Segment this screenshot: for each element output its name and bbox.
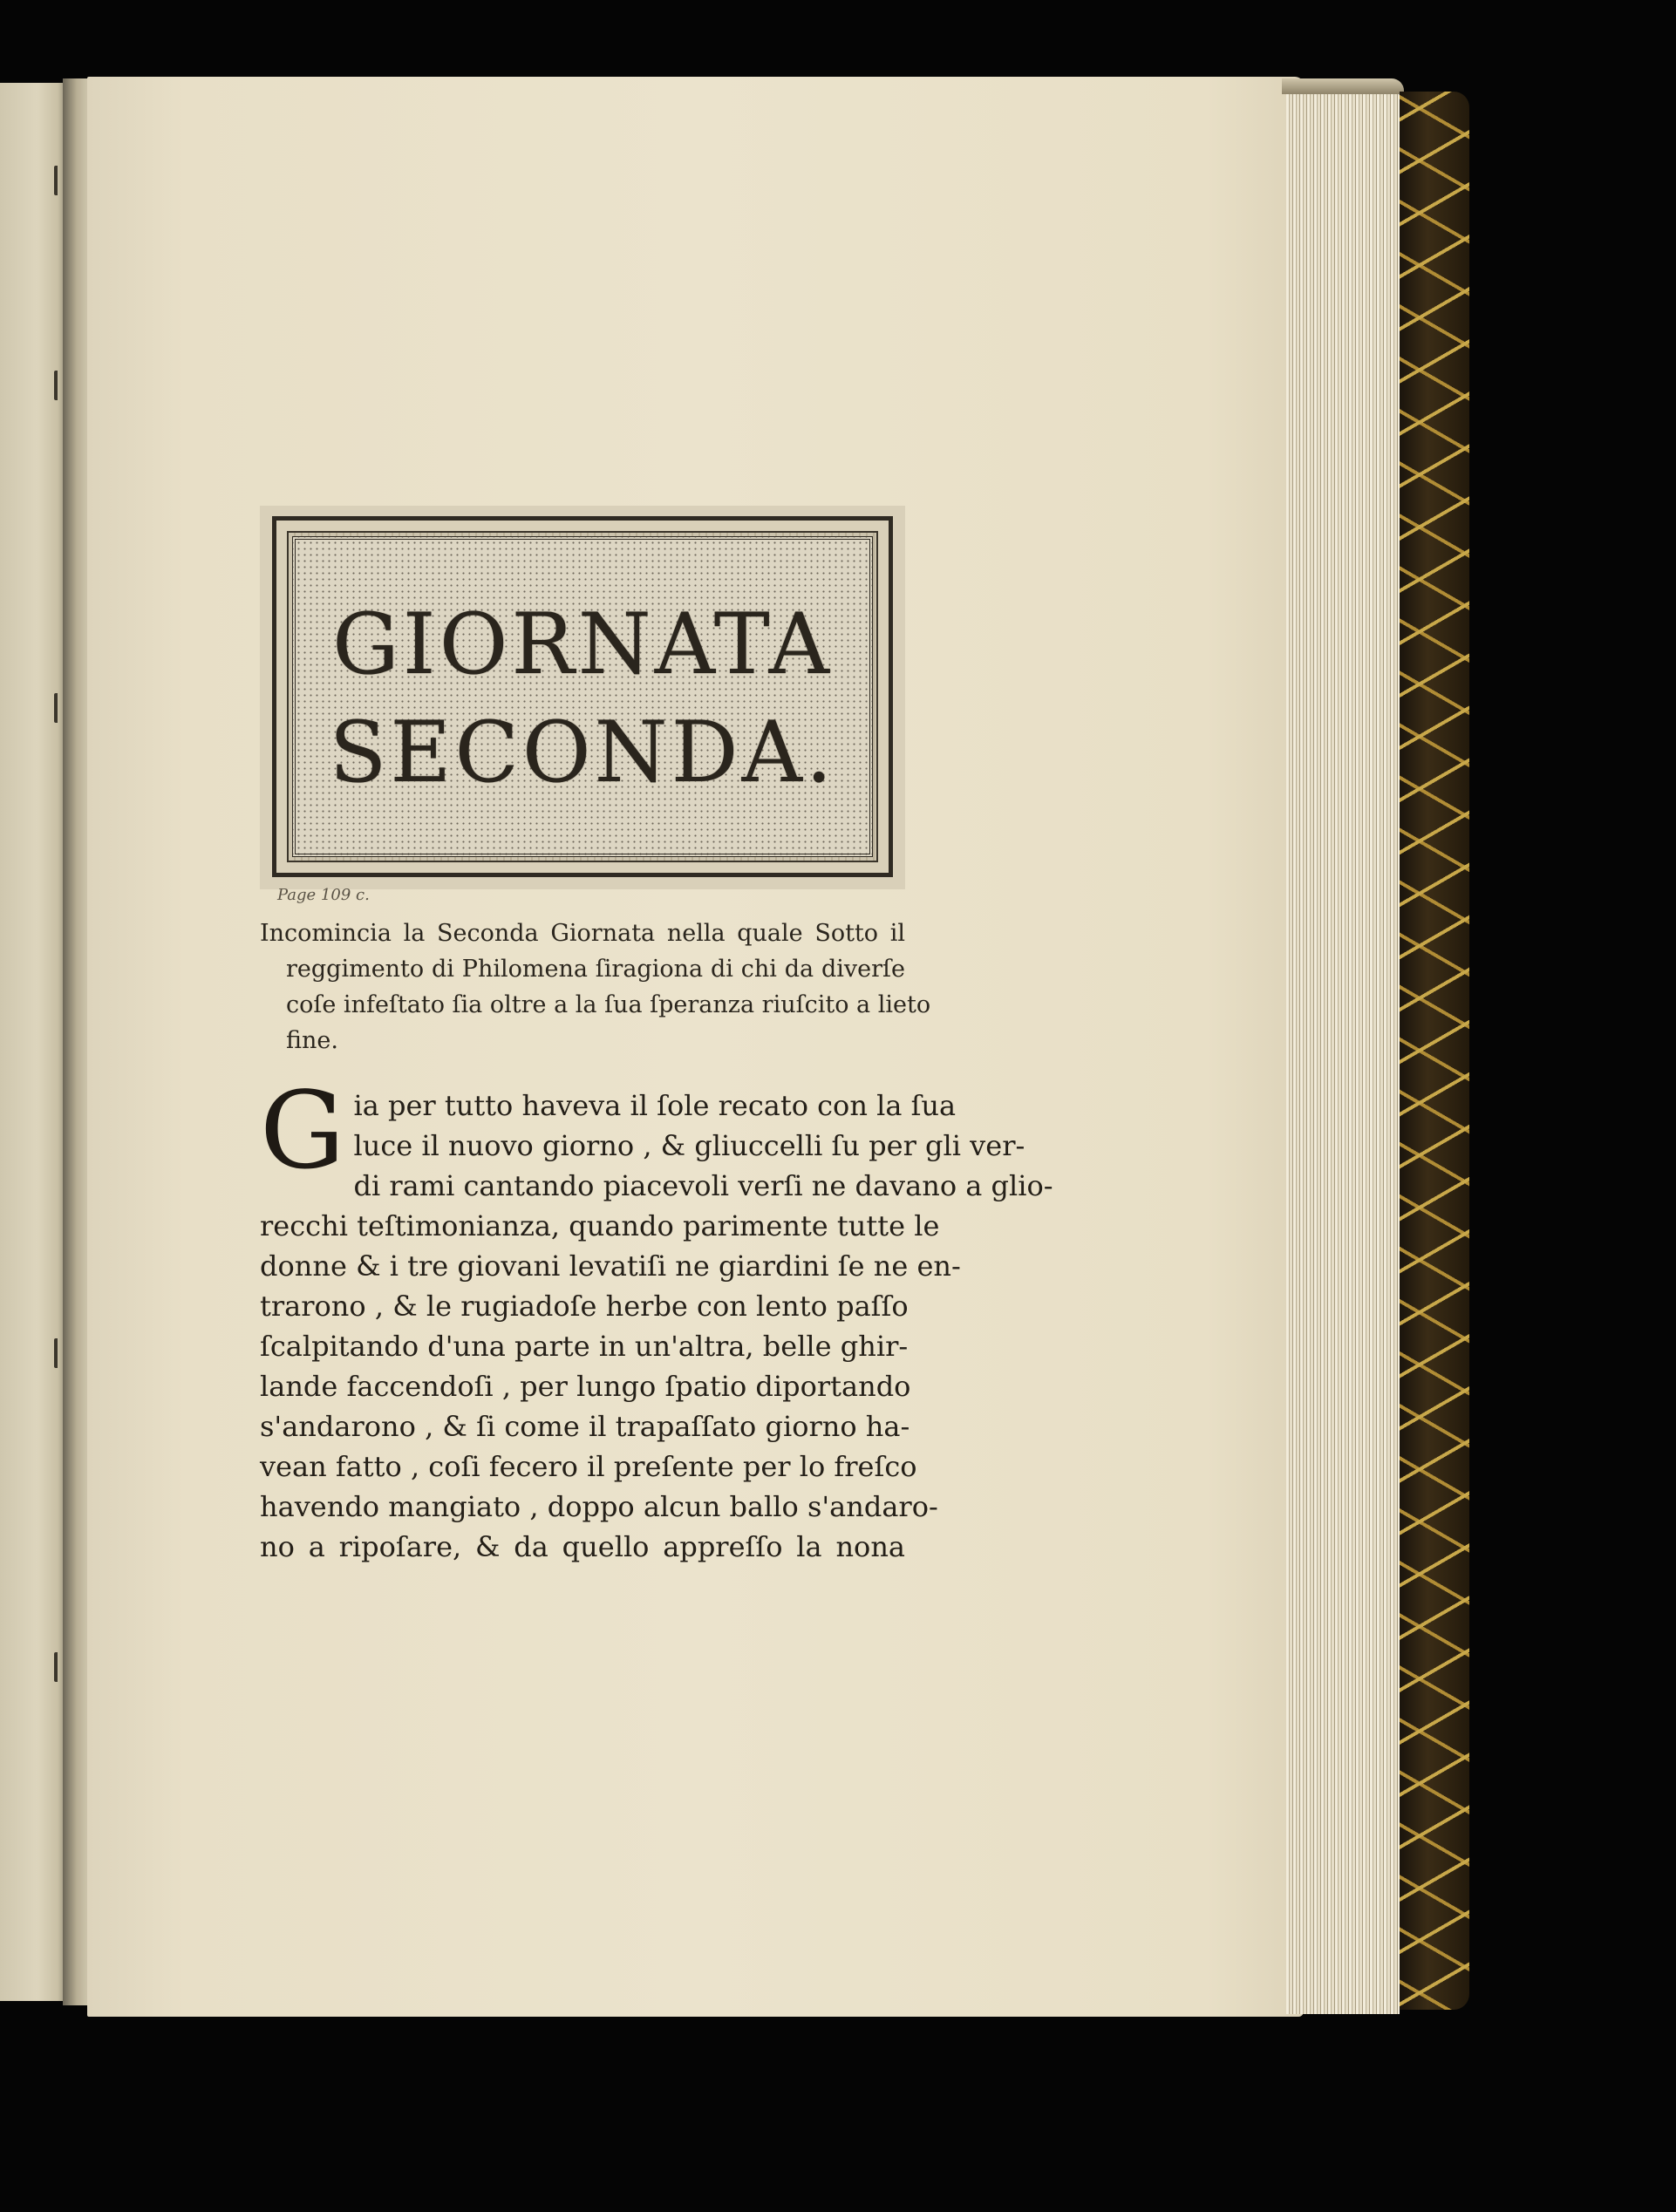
plate-caption: Page 109 c. — [277, 886, 370, 904]
page-edges-top — [1282, 78, 1404, 94]
body-line: no a ripoſare, & da quello appreſſo la nona — [260, 1530, 905, 1563]
body-line: ia per tutto haveva il ſole recato con la ſua — [353, 1089, 957, 1122]
plate-frame — [272, 516, 893, 877]
plate-title-line2: SECONDA. — [329, 704, 836, 801]
body-line: havendo mangiato , doppo alcun ballo s'andaro- — [260, 1490, 938, 1523]
body-line: luce il nuovo giorno , & gliuccelli ſu per gli ver- — [353, 1129, 1025, 1162]
heading-line: Incomincia la Seconda Giornata nella quale Sotto il — [260, 920, 905, 947]
body-line: trarono , & le rugiadoſe herbe con lento paſſo — [260, 1290, 909, 1323]
left-page-edge — [0, 83, 68, 2001]
plate-stippled-panel — [292, 536, 873, 857]
chapter-heading — [260, 915, 931, 1058]
title-plate-engraving — [260, 506, 905, 904]
drop-cap: G — [260, 1069, 345, 1193]
body-line: ſcalpitando d'una parte in un'altra, belle ghir- — [260, 1330, 909, 1363]
page-edges — [1286, 78, 1400, 2014]
body-line: s'andarono , & ſi come il trapaſſato giorno ha- — [260, 1410, 910, 1443]
body-line: donne & i tre giovani levatiſi ne giardini ſe ne en- — [260, 1249, 961, 1283]
body-paragraph — [260, 1069, 1053, 1567]
heading-line: fine. — [286, 1027, 338, 1054]
heading-line: coſe infeſtato ſia oltre a la ſua ſperanza riuſcito a lieto — [286, 991, 931, 1018]
plate-title-line1: GIORNATA — [332, 596, 833, 693]
body-line: recchi teſtimonianza, quando parimente tutte le — [260, 1209, 940, 1242]
heading-line: reggimento di Philomena ſiragiona di chi da diverſe — [286, 956, 905, 983]
body-line: vean fatto , coſi fecero il preſente per lo freſco — [260, 1450, 917, 1483]
body-line: lande faccendoſi , per lungo ſpatio diportando — [260, 1370, 911, 1403]
binding-spine — [1400, 92, 1469, 2010]
body-line: di rami cantando piacevoli verſi ne davano a glio- — [353, 1169, 1053, 1202]
